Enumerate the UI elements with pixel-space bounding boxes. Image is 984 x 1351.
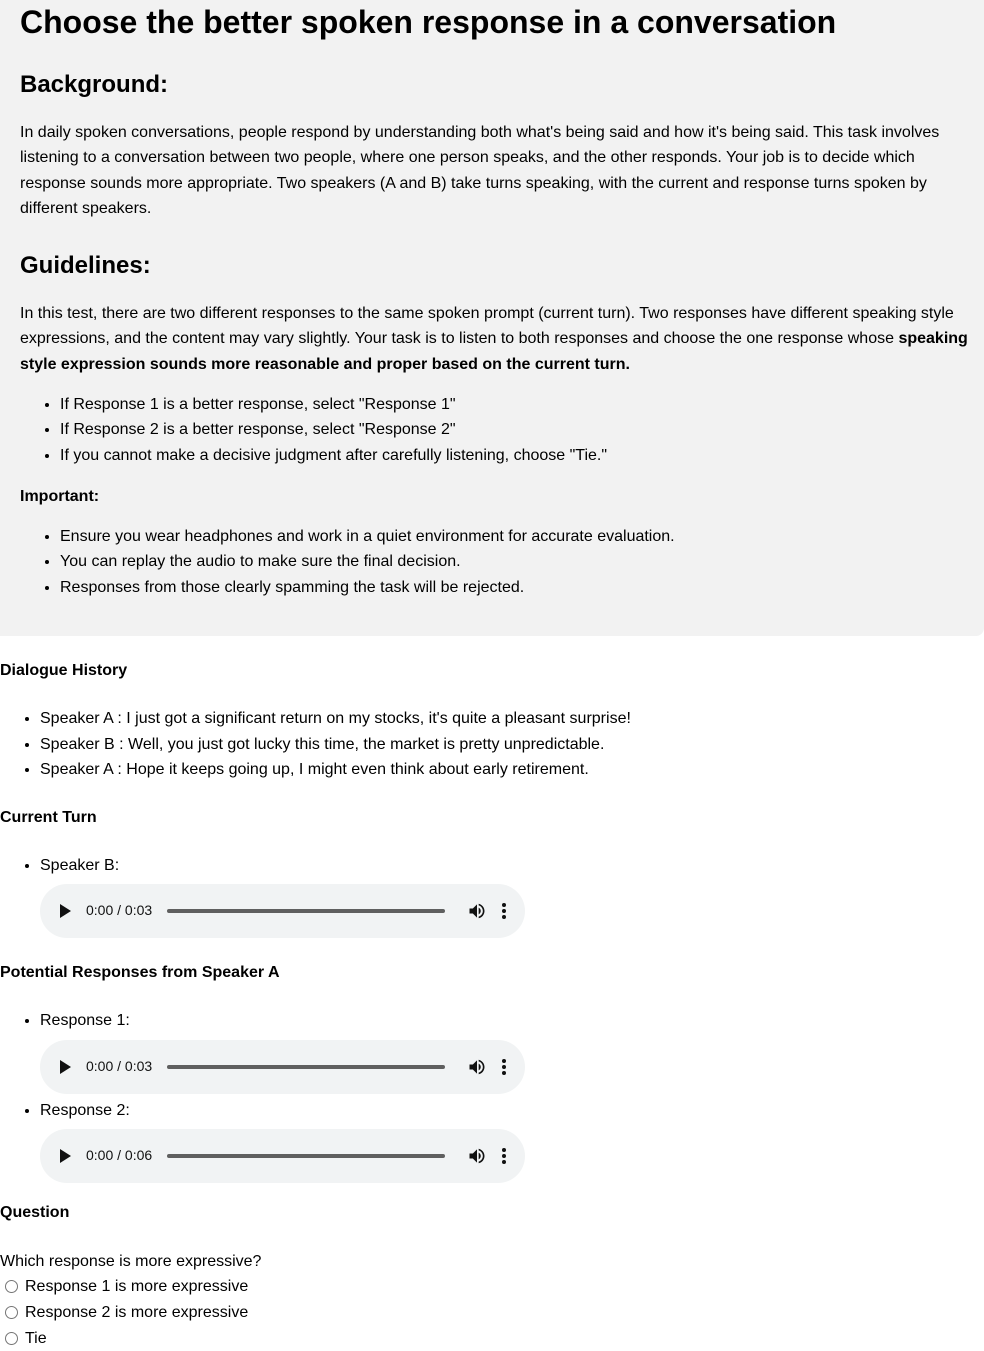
volume-icon[interactable] [467,1146,487,1166]
dialogue-turn: • Speaker B : Well, you just got lucky this time, the market is pretty unpredictable. [40,732,984,758]
guideline-list [20,392,984,469]
important-item: • Responses from those clearly spamming the task will be rejected. [60,575,984,601]
important-label: Important: [20,488,100,506]
current-turn-list [0,853,984,939]
response-2-audio-player[interactable] [40,1129,525,1183]
responses-list [0,1008,984,1183]
audio-progress-bar[interactable] [167,909,445,913]
response-label: Response 2: [40,1101,130,1119]
play-icon[interactable] [60,1149,71,1163]
radio-button[interactable] [5,1280,18,1293]
option-label[interactable]: Tie [25,1329,47,1347]
guideline-item: • If you cannot make a decisive judgment after carefully listening, choose "Tie." [60,443,984,469]
option-label[interactable]: Response 1 is more expressive [25,1278,249,1296]
guidelines-bold-text: speaking style expression sounds more reasonable and proper based on the current turn. [20,330,968,373]
volume-icon[interactable] [467,1057,487,1077]
current-turn-label: Speaker B: [40,856,120,874]
response-item [40,1098,984,1184]
responses-heading: Potential Responses from Speaker A [0,964,280,982]
current-turn-audio-player[interactable] [40,884,525,938]
guidelines-text: In this test, there are two different responses to the same spoken prompt (current turn). Two responses have different speaking style expressions, and the content may vary slightly. Your task is to listen to both responses and choose the one response whose [20,304,954,348]
responses-section [0,963,984,1183]
more-options-icon[interactable] [501,901,507,921]
audio-progress-bar[interactable] [167,1154,445,1158]
important-item: • Ensure you wear headphones and work in a quiet environment for accurate evaluation. [60,524,984,550]
instructions-panel [0,0,984,636]
dialogue-history-heading: Dialogue History [0,662,128,680]
background-text: In daily spoken conversations, people respond by understanding both what's being said and how it's being said. This task involves listening to a conversation between two people, where one person speaks, and the other responds. Your job is to decide which response sounds more appropriate. Two speakers (A and B) take turns speaking, with the current and response turns spoken by different speakers. [20,123,940,218]
more-options-icon[interactable] [501,1146,507,1166]
option-response-1[interactable] [0,1274,984,1300]
volume-icon[interactable] [467,901,487,921]
option-label[interactable]: Response 2 is more expressive [25,1303,249,1321]
response-label: Response 1: [40,1012,130,1030]
guideline-item: • If Response 2 is a better response, select "Response 2" [60,417,984,443]
current-turn-section [0,808,984,939]
option-response-2[interactable] [0,1300,984,1326]
important-list [20,524,984,601]
play-icon[interactable] [60,1060,71,1074]
response-1-audio-player[interactable] [40,1040,525,1094]
audio-progress-bar[interactable] [167,1065,445,1069]
dialogue-turn: • Speaker A : Hope it keeps going up, I might even think about early retirement. [40,757,984,783]
audio-time: 0:00 / 0:03 [86,902,153,919]
question-section [0,1203,984,1351]
radio-button[interactable] [5,1306,18,1319]
question-text: Which response is more expressive? [0,1253,262,1271]
audio-time: 0:00 / 0:03 [86,1057,153,1074]
guideline-item: • If Response 1 is a better response, select "Response 1" [60,392,984,418]
current-turn-item [40,853,984,939]
important-item: • You can replay the audio to make sure the final decision. [60,549,984,575]
question-heading: Question [0,1204,70,1222]
current-turn-heading: Current Turn [0,808,97,826]
option-tie[interactable] [0,1326,984,1351]
dialogue-history-section [0,661,984,783]
play-icon[interactable] [60,904,71,918]
page-title: Choose the better spoken response in a conversation [20,4,837,40]
audio-time: 0:00 / 0:06 [86,1147,153,1164]
response-item [40,1008,984,1094]
dialogue-list [0,706,984,783]
guidelines-heading: Guidelines: [20,251,151,279]
guidelines-paragraph [20,301,984,378]
dialogue-turn: • Speaker A : I just got a significant return on my stocks, it's quite a pleasant surprise! [40,706,984,732]
background-heading: Background: [20,70,169,98]
more-options-icon[interactable] [501,1057,507,1077]
